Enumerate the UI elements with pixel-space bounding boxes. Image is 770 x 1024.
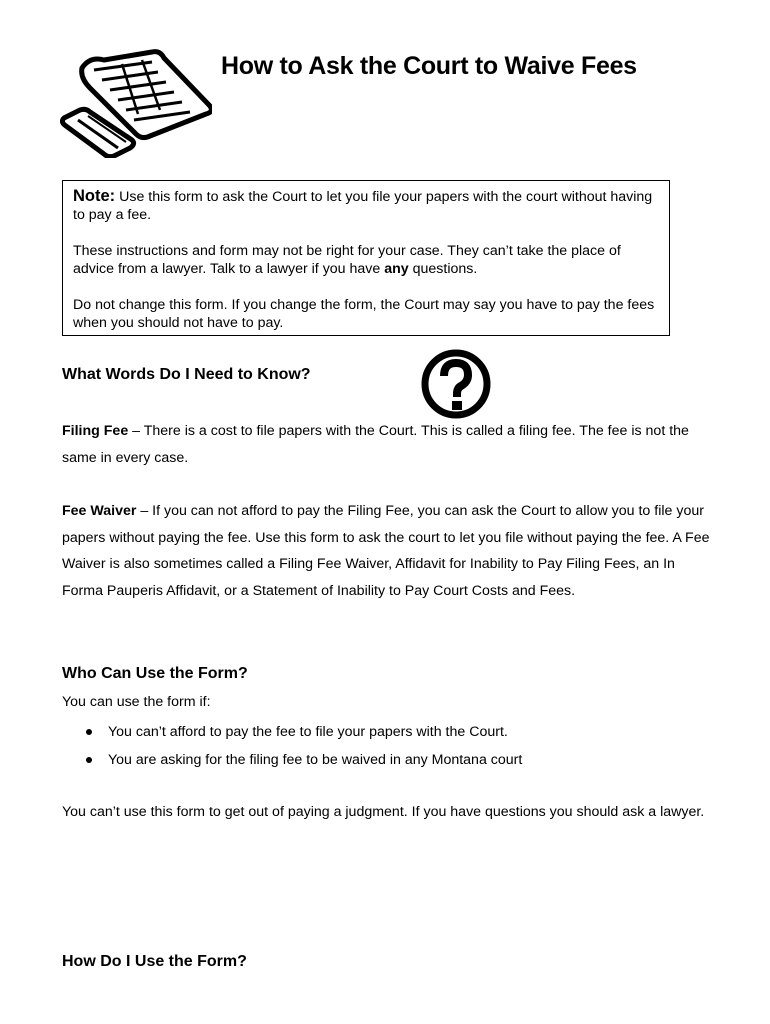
section-heading-words: What Words Do I Need to Know? <box>62 366 311 383</box>
who-bullet-list <box>62 718 712 774</box>
bullet-icon <box>86 757 92 763</box>
fee-waiver-text: – If you can not afford to pay the Filing Fee, you can ask the Court to allow you to file your papers without paying the fee. Use this form to ask the court to let you file without paying the fee. A Fee Waiver is also sometimes called a Filing Fee Waiver, Affidavit for Inability to Pay Filing Fees, an In Forma Pauperis Affidavit, or a Statement of Inability to Pay Court Costs and Fees. <box>62 503 710 599</box>
fee-waiver-definition <box>62 498 712 604</box>
list-item-text: You can’t afford to pay the fee to file your papers with the Court. <box>108 724 508 740</box>
note-paragraph-2 <box>73 242 659 278</box>
note-text-1: Use this form to ask the Court to let you file your papers with the court without having to pay a fee. <box>73 189 653 223</box>
filing-fee-definition <box>62 418 712 471</box>
note-text-2b: questions. <box>408 261 478 277</box>
note-label: Note: <box>73 187 116 205</box>
note-text-2a: These instructions and form may not be right for your case. They can’t take the place of advice from a lawyer. Talk to a lawyer if you have <box>73 243 621 277</box>
note-paragraph-3: Do not change this form. If you change the form, the Court may say you have to pay the fees when you should not have to pay. <box>73 297 655 331</box>
who-intro: You can use the form if: <box>62 694 211 710</box>
section-heading-how: How Do I Use the Form? <box>62 953 247 970</box>
question-mark-circle-icon <box>420 348 492 420</box>
paper-form-and-card-icon <box>60 48 212 158</box>
cannot-use-paragraph: You can’t use this form to get out of paying a judgment. If you have questions you should ask a lawyer. <box>62 804 705 820</box>
note-text-2-bold: any <box>384 261 409 277</box>
list-item <box>62 718 712 746</box>
filing-fee-text: – There is a cost to file papers with the Court. This is called a filing fee. The fee is not the same in every case. <box>62 423 689 466</box>
note-paragraph-1 <box>73 187 659 224</box>
filing-fee-term: Filing Fee <box>62 423 129 439</box>
list-item-text: You are asking for the filing fee to be waived in any Montana court <box>108 752 523 768</box>
bullet-icon <box>86 729 92 735</box>
fee-waiver-term: Fee Waiver <box>62 503 137 519</box>
page-title: How to Ask the Court to Waive Fees <box>221 52 637 80</box>
note-box <box>62 180 670 336</box>
section-heading-who: Who Can Use the Form? <box>62 665 248 682</box>
list-item <box>62 746 712 774</box>
